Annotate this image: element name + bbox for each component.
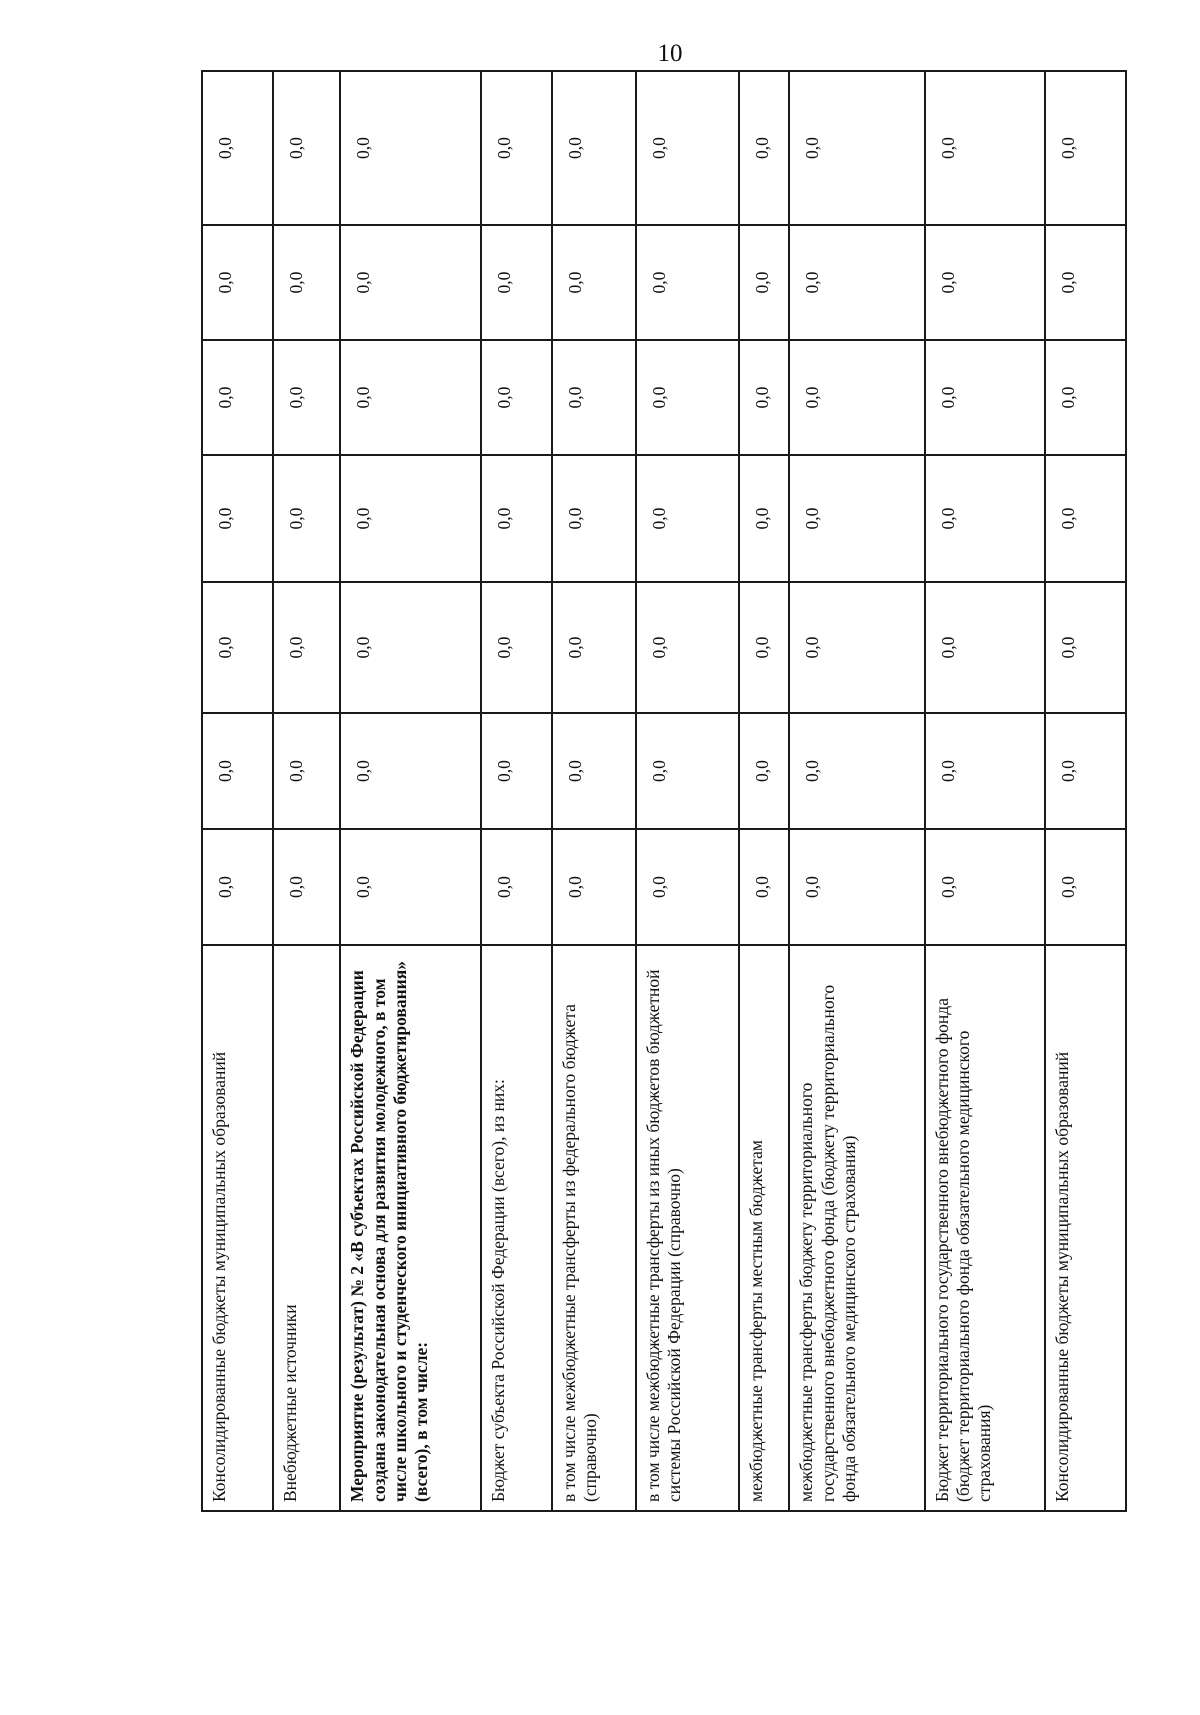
value-cell: 0,0	[481, 455, 552, 582]
value-cell: 0,0	[739, 455, 790, 582]
value-cell: 0,0	[739, 713, 790, 829]
value-cell: 0,0	[789, 713, 924, 829]
value-cell: 0,0	[202, 71, 273, 225]
value-cell: 0,0	[925, 71, 1046, 225]
value-cell: 0,0	[552, 71, 636, 225]
table-row	[636, 71, 739, 1511]
value-cell: 0,0	[481, 71, 552, 225]
value-cell: 0,0	[481, 340, 552, 455]
value-cell: 0,0	[636, 455, 739, 582]
value-cell: 0,0	[273, 582, 340, 713]
value-cell: 0,0	[340, 829, 480, 945]
value-cell: 0,0	[202, 225, 273, 340]
value-cell: 0,0	[481, 582, 552, 713]
value-cell: 0,0	[340, 582, 480, 713]
value-cell: 0,0	[202, 713, 273, 829]
value-cell: 0,0	[552, 582, 636, 713]
budget-table-wrapper	[201, 72, 1127, 1512]
value-cell: 0,0	[1045, 455, 1126, 582]
value-cell: 0,0	[202, 455, 273, 582]
value-cell: 0,0	[552, 455, 636, 582]
value-cell: 0,0	[789, 225, 924, 340]
value-cell: 0,0	[636, 225, 739, 340]
value-cell: 0,0	[1045, 340, 1126, 455]
value-cell: 0,0	[739, 582, 790, 713]
value-cell: 0,0	[636, 582, 739, 713]
row-label: в том числе межбюджетные трансферты из иных бюджетов бюджетной системы Российской Федерации (справочно)	[636, 945, 739, 1511]
value-cell: 0,0	[925, 829, 1046, 945]
value-cell: 0,0	[273, 71, 340, 225]
row-label: межбюджетные трансферты местным бюджетам	[739, 945, 790, 1511]
table-row	[552, 71, 636, 1511]
value-cell: 0,0	[273, 713, 340, 829]
value-cell: 0,0	[925, 455, 1046, 582]
value-cell: 0,0	[481, 225, 552, 340]
table-row	[925, 71, 1046, 1511]
table-row	[481, 71, 552, 1511]
value-cell: 0,0	[481, 829, 552, 945]
row-label: Мероприятие (результат) № 2 «В субъектах Российской Федерации создана законодательная основа для развития молодежного, в том числе школьного и студенческого инициативного бюджетирования» (всего), в том числе:	[340, 945, 480, 1511]
value-cell: 0,0	[1045, 582, 1126, 713]
value-cell: 0,0	[789, 340, 924, 455]
value-cell: 0,0	[273, 225, 340, 340]
value-cell: 0,0	[789, 582, 924, 713]
table-row	[739, 71, 790, 1511]
value-cell: 0,0	[552, 225, 636, 340]
table-row	[273, 71, 340, 1511]
value-cell: 0,0	[481, 713, 552, 829]
budget-table	[201, 70, 1127, 1512]
value-cell: 0,0	[552, 829, 636, 945]
table-row	[1045, 71, 1126, 1511]
value-cell: 0,0	[340, 455, 480, 582]
row-label: Внебюджетные источники	[273, 945, 340, 1511]
value-cell: 0,0	[273, 340, 340, 455]
value-cell: 0,0	[552, 713, 636, 829]
value-cell: 0,0	[340, 225, 480, 340]
value-cell: 0,0	[1045, 71, 1126, 225]
value-cell: 0,0	[739, 225, 790, 340]
value-cell: 0,0	[636, 829, 739, 945]
value-cell: 0,0	[739, 71, 790, 225]
value-cell: 0,0	[1045, 713, 1126, 829]
table-row	[340, 71, 480, 1511]
row-label: Бюджет субъекта Российской Федерации (всего), из них:	[481, 945, 552, 1511]
value-cell: 0,0	[1045, 225, 1126, 340]
value-cell: 0,0	[636, 71, 739, 225]
row-label: межбюджетные трансферты бюджету территориального государственного внебюджетного фонда (бюджету территориального фонда обязательного медицинского страхования)	[789, 945, 924, 1511]
value-cell: 0,0	[1045, 829, 1126, 945]
value-cell: 0,0	[273, 455, 340, 582]
page-number: 10	[657, 40, 683, 67]
value-cell: 0,0	[340, 713, 480, 829]
value-cell: 0,0	[925, 340, 1046, 455]
row-label: Бюджет территориального государственного внебюджетного фонда (бюджет территориального фонда обязательного медицинского страхования)	[925, 945, 1046, 1511]
row-label: Консолидированные бюджеты муниципальных образований	[202, 945, 273, 1511]
value-cell: 0,0	[789, 71, 924, 225]
value-cell: 0,0	[789, 829, 924, 945]
value-cell: 0,0	[636, 340, 739, 455]
value-cell: 0,0	[925, 582, 1046, 713]
row-label: Консолидированные бюджеты муниципальных образований	[1045, 945, 1126, 1511]
table-row	[202, 71, 273, 1511]
value-cell: 0,0	[925, 225, 1046, 340]
value-cell: 0,0	[202, 340, 273, 455]
value-cell: 0,0	[340, 71, 480, 225]
value-cell: 0,0	[739, 340, 790, 455]
value-cell: 0,0	[739, 829, 790, 945]
value-cell: 0,0	[789, 455, 924, 582]
table-row	[789, 71, 924, 1511]
table-body	[202, 71, 1126, 1511]
row-label: в том числе межбюджетные трансферты из федерального бюджета (справочно)	[552, 945, 636, 1511]
value-cell: 0,0	[202, 829, 273, 945]
value-cell: 0,0	[273, 829, 340, 945]
value-cell: 0,0	[340, 340, 480, 455]
value-cell: 0,0	[636, 713, 739, 829]
value-cell: 0,0	[925, 713, 1046, 829]
value-cell: 0,0	[202, 582, 273, 713]
value-cell: 0,0	[552, 340, 636, 455]
